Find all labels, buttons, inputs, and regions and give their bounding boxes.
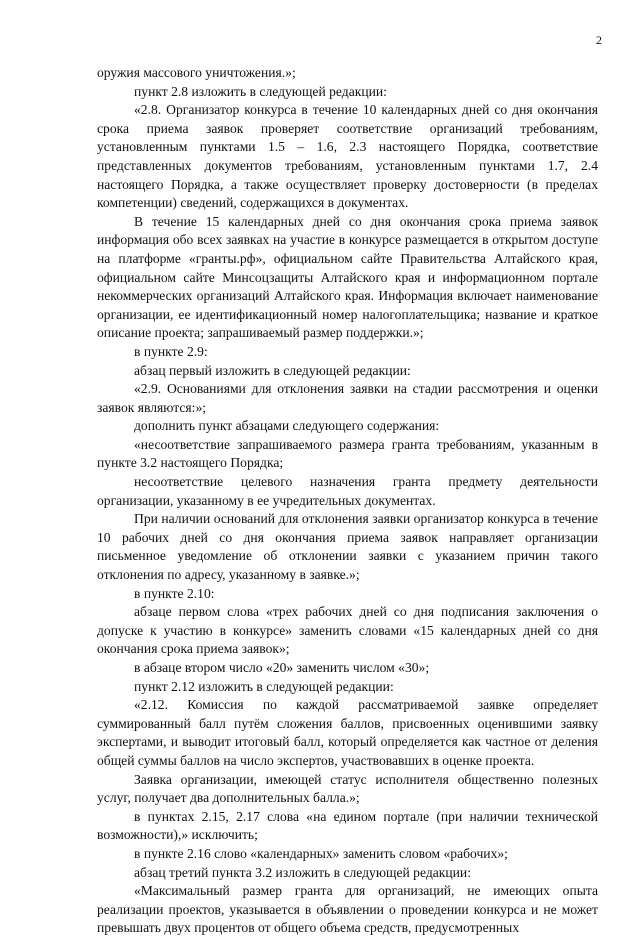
paragraph: «2.12. Комиссия по каждой рассматриваемой заявке определяет суммированный балл путём сложения баллов, присвоенных оценившими заявку экспертами, и выводит итоговый балл, который определяется как частное от деления общей суммы баллов на число экспертов, участвовавших в оценке проекта. — [97, 697, 598, 768]
paragraph: «2.9. Основаниями для отклонения заявки на стадии рассмотрения и оценки заявок являются:»; — [97, 381, 598, 415]
paragraph: «несоответствие запрашиваемого размера гранта требованиям, указанным в пункте 3.2 настоящего Порядка; — [97, 436, 598, 471]
document-body — [97, 64, 598, 938]
paragraph: в пункте 2.9: — [134, 343, 208, 359]
paragraph: в пункте 2.10: — [134, 585, 215, 601]
paragraph: оружия массового уничтожения.»; — [97, 65, 296, 80]
paragraph: абзац первый изложить в следующей редакции: — [134, 362, 411, 378]
paragraph: В течение 15 календарных дней со дня окончания срока приема заявок информация обо всех заявках на участие в конкурсе размещается в открытом доступе на платформе «гранты.рф», официальном сайте Правительства Алтайского края, официальном сайте Минсоцзащиты Алтайского края и информационном портале некоммерческих организаций Алтайского края. Информация включает наименование организации, ее идентификационный номер налогоплательщика; название и краткое описание проекта; запрашиваемый размер поддержки.»; — [97, 213, 598, 341]
paragraph: несоответствие целевого назначения гранта предмету деятельности организации, указанному в ее учредительных документах. — [97, 474, 598, 508]
page-number: 2 — [596, 33, 602, 47]
paragraph: в абзаце втором число «20» заменить числом «30»; — [134, 660, 430, 675]
paragraph: пункт 2.8 изложить в следующей редакции: — [134, 83, 387, 99]
paragraph: абзац третий пункта 3.2 изложить в следующей редакции: — [134, 864, 471, 880]
paragraph: в пунктах 2.15, 2.17 слова «на едином портале (при наличии технической возможности),» исключить; — [97, 808, 598, 843]
paragraph: дополнить пункт абзацами следующего содержания: — [134, 418, 440, 434]
paragraph: «Максимальный размер гранта для организаций, не имеющих опыта реализации проектов, указывается в объявлении о проведении конкурса и не может превышать двух процентов от общего объема средств, предусмотренных — [97, 883, 598, 936]
paragraph: «2.8. Организатор конкурса в течение 10 календарных дней со дня окончания срока приема заявок проверяет соответствие организаций требованиям, установленным пунктами 1.5 – 1.6, 2.3 настоящего Порядка, соответствие представленных документов требованиям, установленным пунктами 1.7, 2.4 настоящего Порядка, а также осуществляет проверку достоверности (в пределах компетенции) сведений, содержащихся в документах. — [97, 102, 598, 211]
paragraph: пункт 2.12 изложить в следующей редакции: — [134, 678, 394, 694]
paragraph: Заявка организации, имеющей статус исполнителя общественно полезных услуг, получает два дополнительных балла.»; — [97, 771, 598, 806]
paragraph: в пункте 2.16 слово «календарных» заменить словом «рабочих»; — [134, 845, 508, 861]
paragraph: При наличии оснований для отклонения заявки организатор конкурса в течение 10 рабочих дней со дня окончания приема заявок направляет организации письменное уведомление об отклонении заявки с указанием причин такого отклонения по адресу, указанному в заявке.»; — [97, 511, 598, 583]
paragraph: абзаце первом слова «трех рабочих дней со дня подписания заключения о допуске к участию в конкурсе» заменить словами «15 календарных дней со дня окончания срока приема заявок»; — [97, 604, 598, 657]
